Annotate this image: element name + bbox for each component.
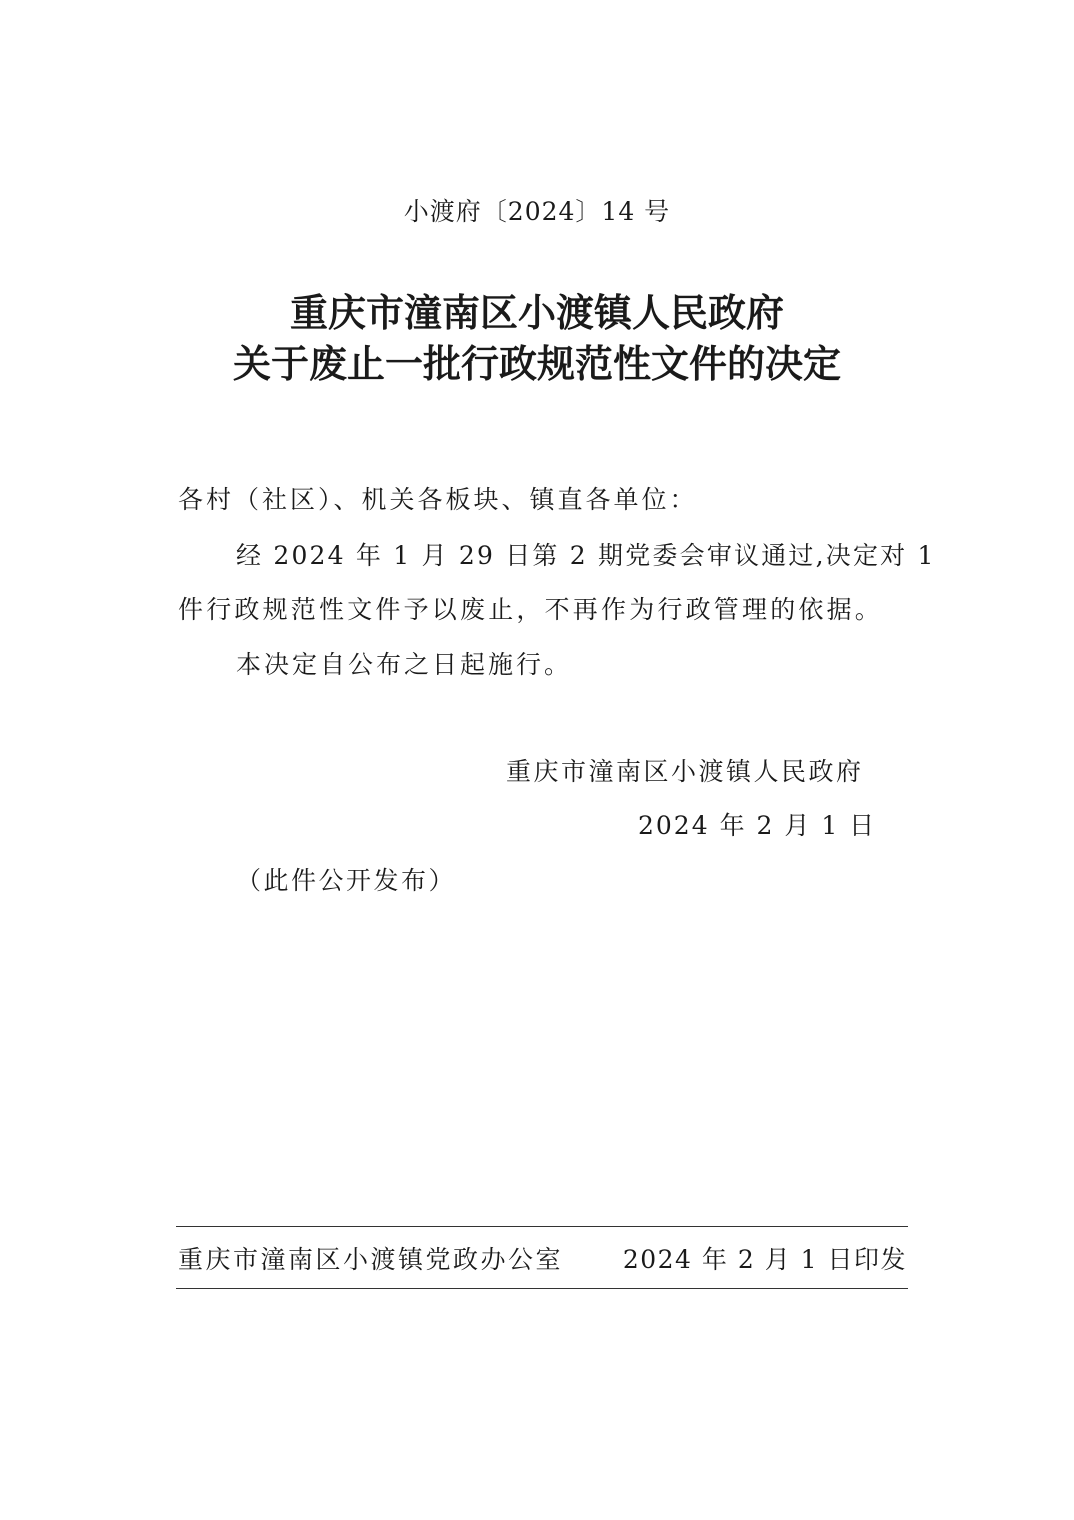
footer-rule-bottom (176, 1288, 908, 1289)
footer-issue-date: 2024 年 2 月 1 日印发 (622, 1245, 907, 1274)
paragraph-1-line-1: 经 2024 年 1 月 29 日第 2 期党委会审议通过,决定对 1 (236, 541, 936, 570)
footer-issuer: 重庆市潼南区小渡镇党政办公室 (178, 1245, 564, 1274)
publication-note: （此件公开发布） (236, 866, 457, 895)
salutation: 各村（社区）、机关各板块、镇直各单位： (178, 485, 698, 514)
signature-organization: 重庆市潼南区小渡镇人民政府 (506, 757, 864, 786)
document-title-line-1: 重庆市潼南区小渡镇人民政府 (289, 290, 784, 335)
document-title-line-2: 关于废止一批行政规范性文件的决定 (232, 341, 841, 386)
document-number: 小渡府〔2024〕14 号 (403, 197, 671, 226)
paragraph-2: 本决定自公布之日起施行。 (236, 650, 573, 679)
paragraph-1-line-2: 件行政规范性文件予以废止，不再作为行政管理的依据。 (178, 595, 884, 624)
signature-date: 2024 年 2 月 1 日 (638, 811, 877, 840)
footer-rule-top (176, 1226, 908, 1227)
